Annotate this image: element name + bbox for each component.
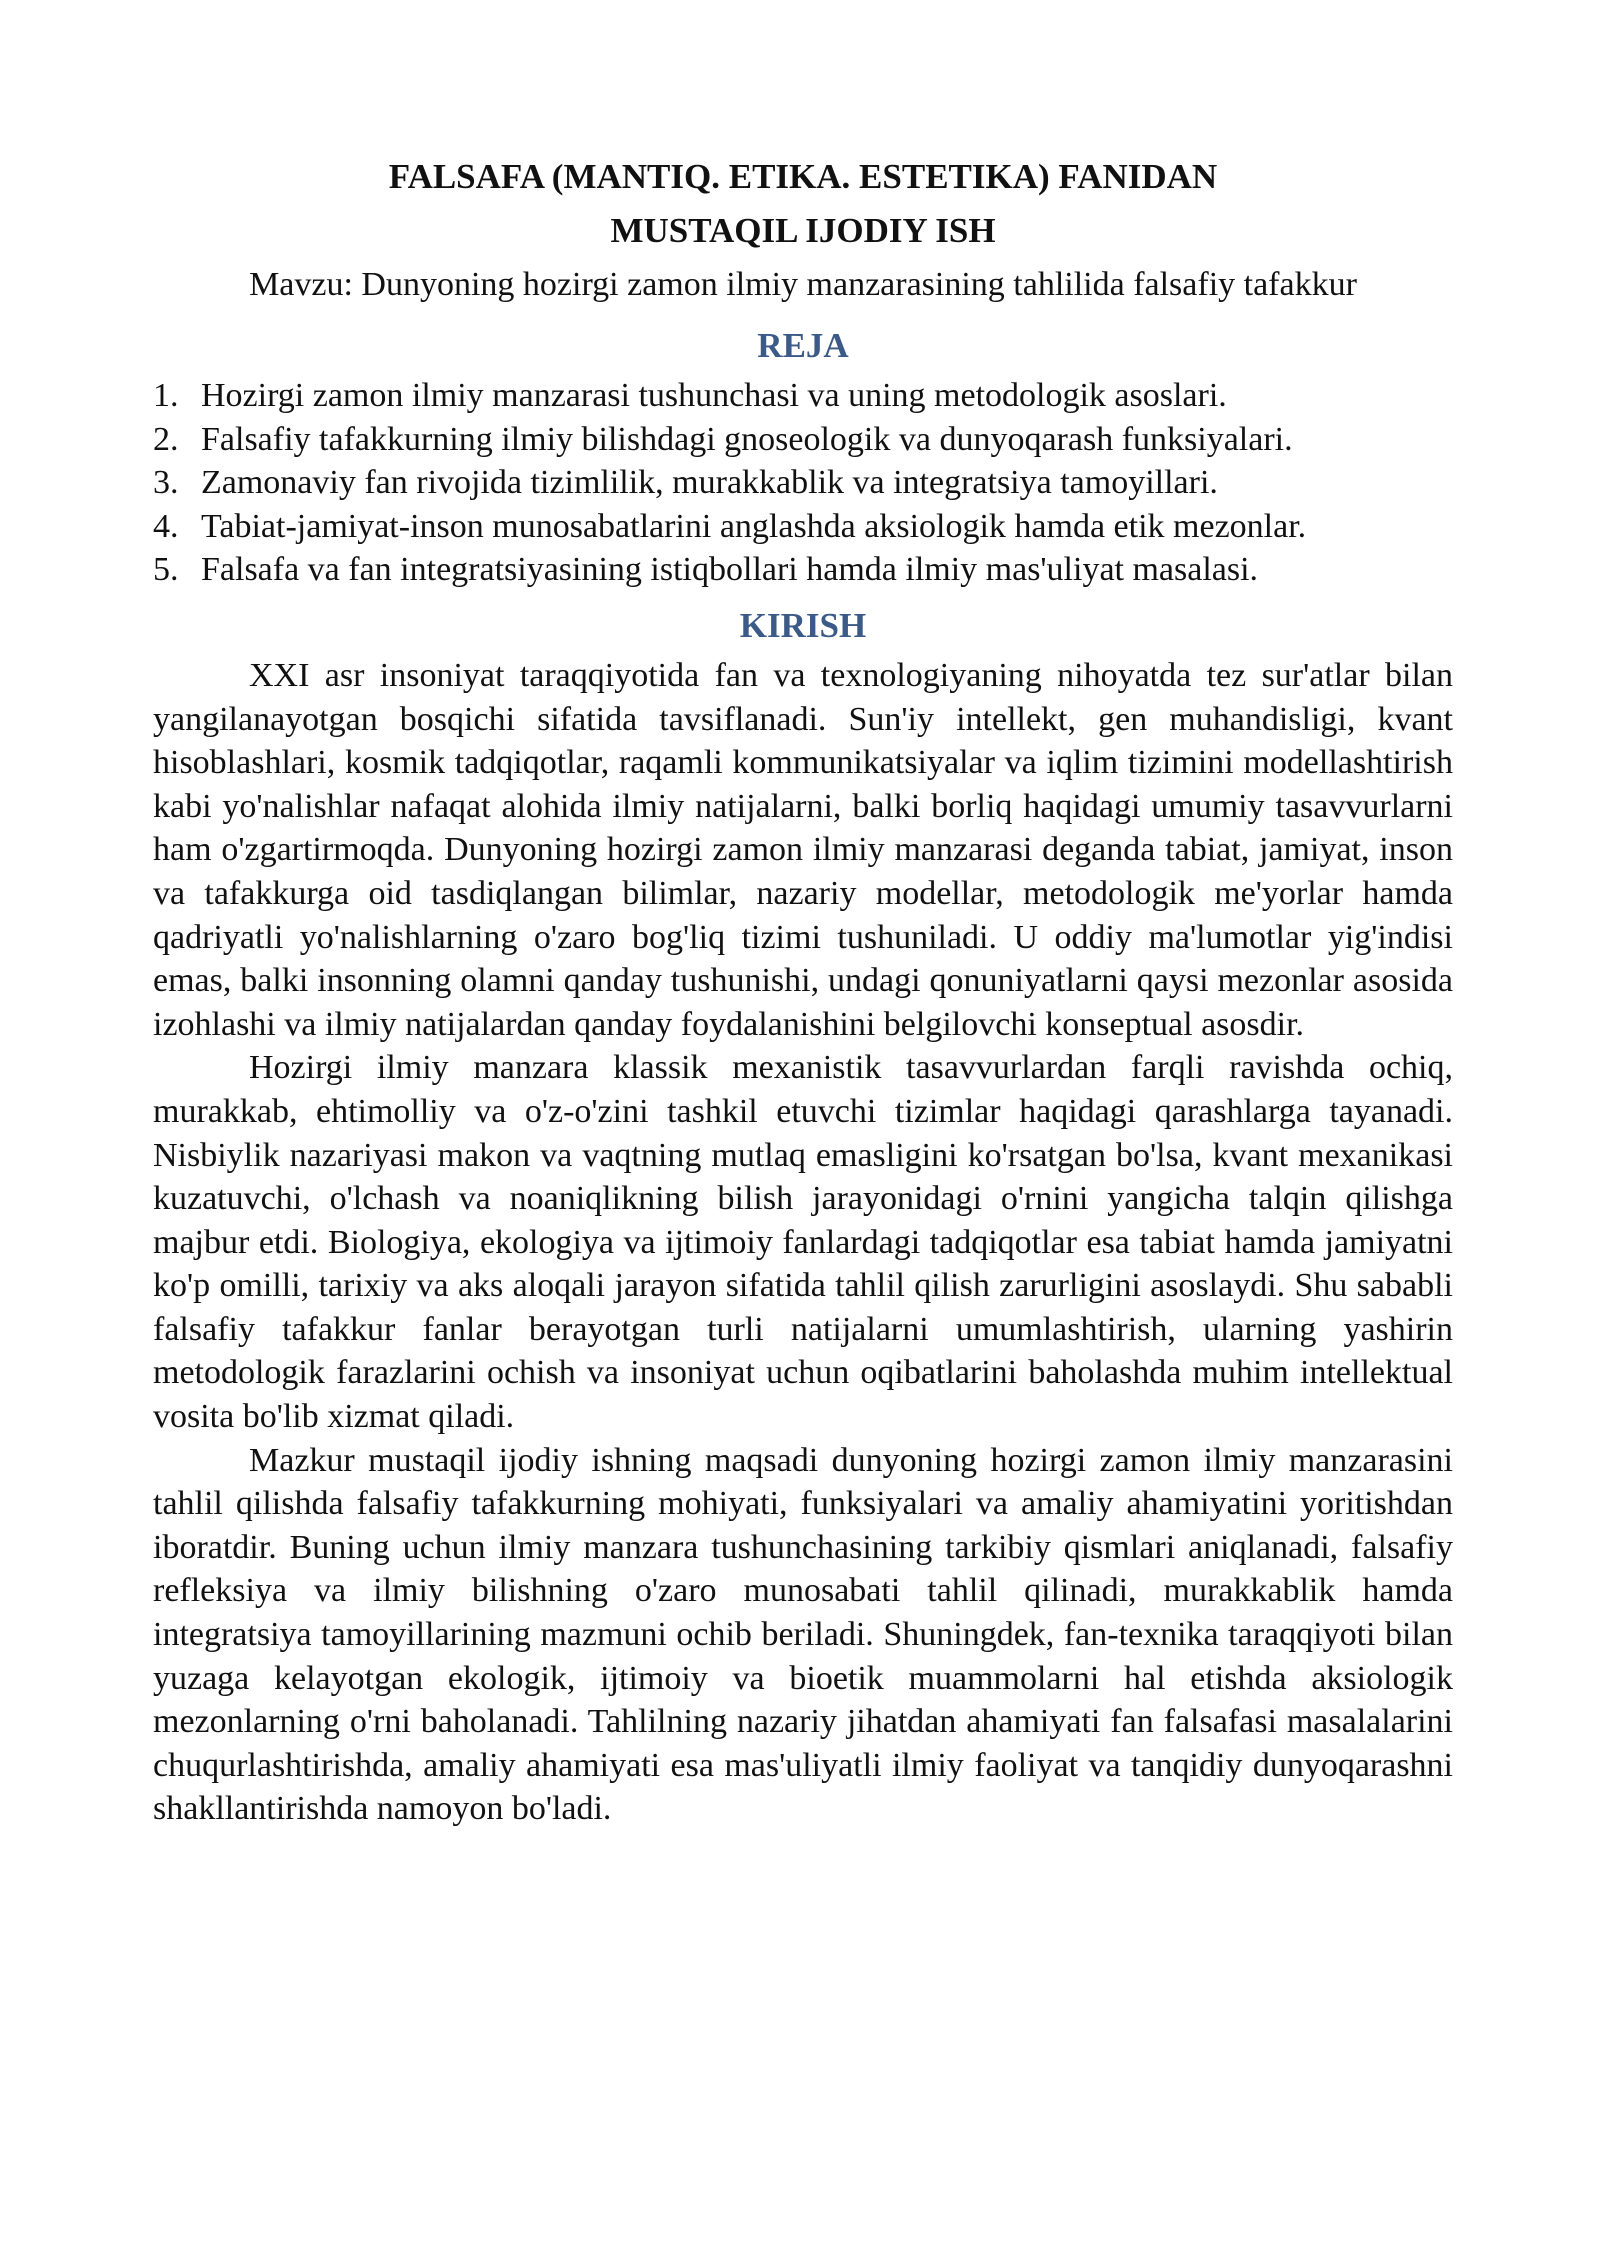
intro-paragraph-3: Mazkur mustaqil ijodiy ishning maqsadi dunyoning hozirgi zamon ilmiy manzarasini tahlil qilishda falsafiy tafakkurning mohiyati, funksiyalari va amaliy ahamiyatini yoritishdan iboratdir. Buning uchun ilmiy manzara tushunchasining tarkibiy qismlari aniqlanadi, falsafiy refleksiya va ilmiy bilishning o'zaro munosabati tahlil qilinadi, murakkablik hamda integratsiya tamoyillarining mazmuni ochib beriladi. Shuningdek, fan-texnika taraqqiyoti bilan yuzaga kelayotgan ekologik, ijtimoiy va bioetik muammolarni hal etishda aksiologik mezonlarning o'rni baholanadi. Tahlilning nazariy jihatdan ahamiyati fan falsafasi masalalarini chuqurlashtirishda, amaliy ahamiyati esa mas'uliyatli ilmiy faoliyat va tanqidiy dunyoqarashni shakllantirishda namoyon bo'ladi. — [153, 1441, 1453, 1828]
plan-list — [153, 374, 1453, 592]
plan-item-text: Falsafiy tafakkurning ilmiy bilishdagi gnoseologik va dunyoqarash funksiyalari. — [201, 420, 1293, 458]
plan-item — [153, 548, 1453, 592]
plan-heading: REJA — [757, 326, 849, 365]
intro-heading: KIRISH — [739, 605, 867, 645]
plan-item-number: 4. — [153, 507, 179, 545]
plan-item-number: 1. — [153, 377, 179, 414]
plan-item — [153, 418, 1453, 462]
plan-item-number: 5. — [153, 551, 179, 589]
plan-item-text: Falsafa va fan integratsiyasining istiqbollari hamda ilmiy mas'uliyat masalasi. — [201, 551, 1259, 589]
plan-item — [153, 505, 1453, 549]
intro-paragraph-2: Hozirgi ilmiy manzara klassik mexanistik tasavvurlardan farqli ravishda ochiq, murakkab, ehtimolliy va o'z-o'zini tashkil etuvchi tizimlar haqidagi qarashlarga tayanadi. Nisbiylik nazariyasi makon va vaqtning mutlaq emasligini ko'rsatgan bo'lsa, kvant mexanikasi kuzatuvchi, o'lchash va noaniqlikning bilish jarayonidagi o'rnini yangicha talqin qilishga majbur etdi. Biologiya, ekologiya va ijtimoiy fanlardagi tadqiqotlar esa tabiat hamda jamiyatni ko'p omilli, tarixiy va aks aloqali jarayon sifatida tahlil qilish zarurligini asoslaydi. Shu sababli falsafiy tafakkur fanlar berayotgan turli natijalarni umumlashtirish, ularning yashirin metodologik farazlarini ochish va insoniyat uchun oqibatlarini baholashda muhim intellektual vosita bo'lib xizmat qiladi. — [153, 1049, 1453, 1436]
intro-paragraph-1: XXI asr insoniyat taraqqiyotida fan va texnologiyaning nihoyatda tez sur'atlar bilan yangilanayotgan bosqichi sifatida tavsiflanadi. Sun'iy intellekt, gen muhandisligi, kvant hisoblashlari, kosmik tadqiqotlar, raqamli kommunikatsiyalar va iqlim tizimini modellashtirish kabi yo'nalishlar nafaqat alohida ilmiy natijalarni, balki borliq haqidagi umumiy tasavvurlarni ham o'zgartirmoqda. Dunyoning hozirgi zamon ilmiy manzarasi deganda tabiat, jamiyat, inson va tafakkurga oid tasdiqlangan bilimlar, nazariy modellar, metodologik me'yorlar hamda qadriyatli yo'nalishlarning o'zaro bog'liq tizimi tushuniladi. U oddiy ma'lumotlar yig'indisi emas, balki insonning olamni qanday tushunishi, undagi qonuniyatlarni qaysi mezonlar asosida izohlashi va ilmiy natijalardan qanday foydalanishini belgilovchi konseptual asosdir. — [153, 656, 1453, 1043]
plan-item — [153, 461, 1453, 505]
document-title-line-2: MUSTAQIL IJODIY ISH — [610, 211, 996, 250]
plan-item-number: 3. — [153, 464, 179, 502]
plan-item-text: Zamonaviy fan rivojida tizimlilik, murakkablik va integratsiya tamoyillari. — [201, 464, 1218, 502]
plan-item-text: Tabiat-jamiyat-inson munosabatlarini anglashda aksiologik hamda etik mezonlar. — [201, 507, 1307, 545]
plan-item — [153, 374, 1453, 418]
plan-item-number: 2. — [153, 420, 179, 458]
document-title-line-1: FALSAFA (MANTIQ. ETIKA. ESTETIKA) FANIDAN — [388, 157, 1218, 196]
document-topic: Mavzu: Dunyoning hozirgi zamon ilmiy manzarasining tahlilida falsafiy tafakkur — [249, 266, 1357, 303]
plan-item-text: Hozirgi zamon ilmiy manzarasi tushunchasi va uning metodologik asoslari. — [201, 377, 1227, 414]
document-page — [153, 150, 1453, 1831]
